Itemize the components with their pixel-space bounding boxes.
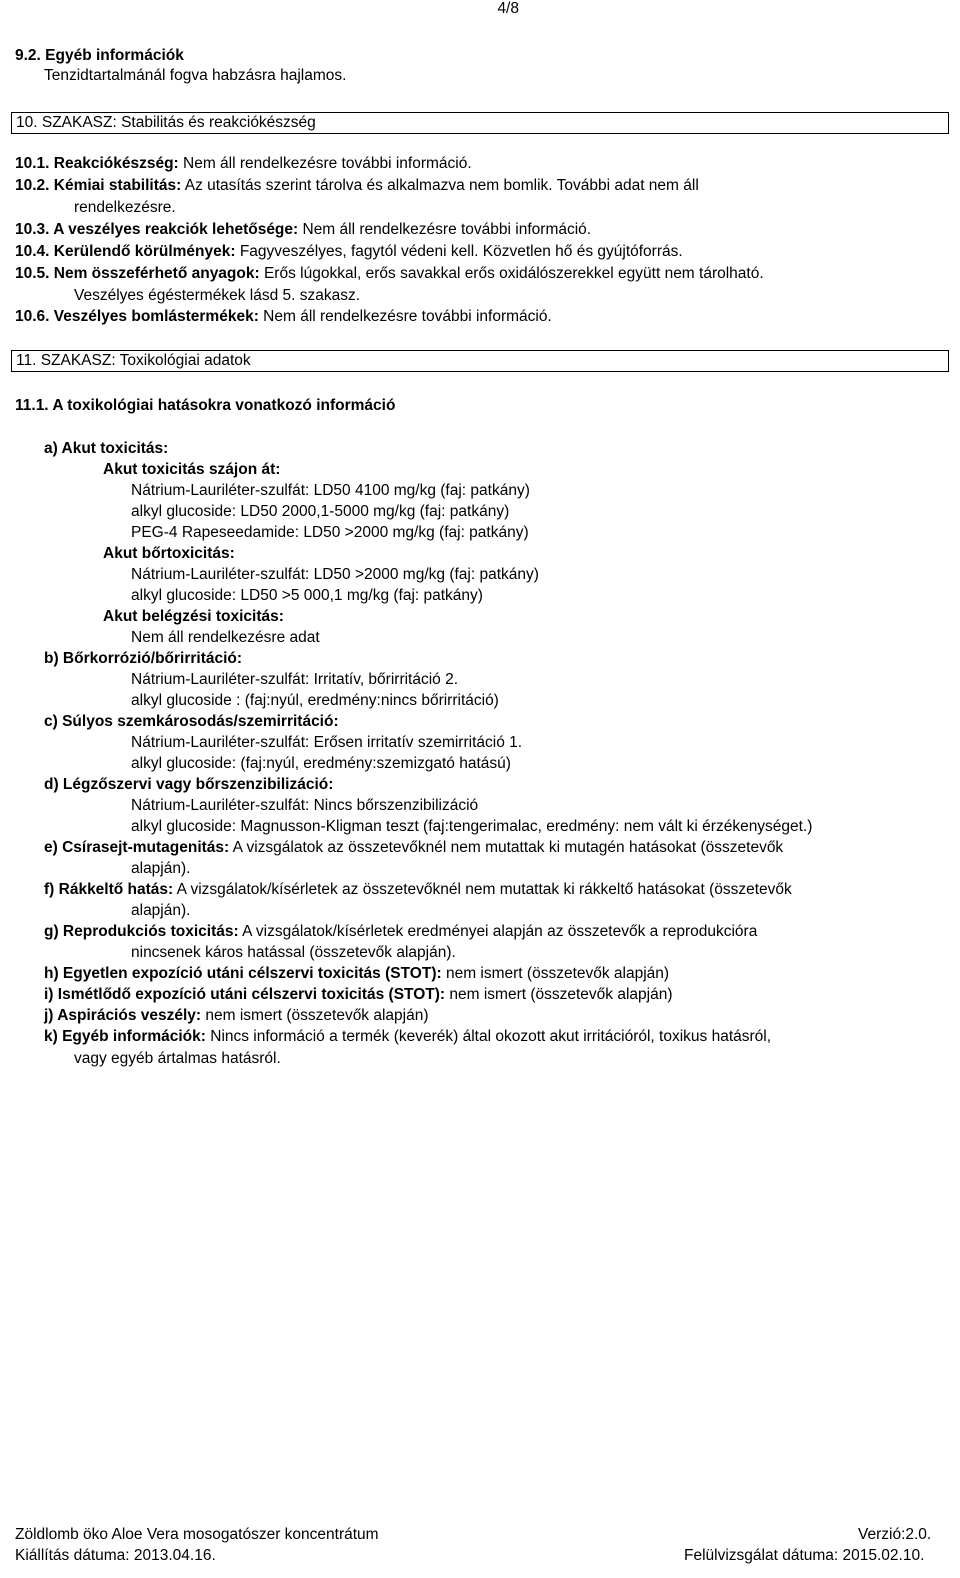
item-10-4-label: 10.4. Kerülendő körülmények: bbox=[15, 243, 236, 260]
item-10-2-text: Az utasítás szerint tárolva és alkalmazva nem bomlik. További adat nem áll bbox=[181, 177, 699, 194]
item-10-5-label: 10.5. Nem összeférhető anyagok: bbox=[15, 265, 260, 282]
section-11-header-box bbox=[11, 350, 949, 372]
b-item: Nátrium-Lauriléter-szulfát: Irritatív, bőrirritáció 2. bbox=[131, 671, 459, 688]
d-item: alkyl glucoside: Magnusson-Kligman teszt (faj:tengerimalac, eredmény: nem vált ki érzékenységet.) bbox=[131, 818, 813, 835]
footer-review-date: Felülvizsgálat dátuma: 2015.02.10. bbox=[684, 1547, 925, 1564]
d-label: d) Légzőszervi vagy bőrszenzibilizáció: bbox=[44, 776, 334, 793]
a1-item: Nátrium-Lauriléter-szulfát: LD50 4100 mg/kg (faj: patkány) bbox=[131, 482, 530, 499]
g-item bbox=[44, 923, 757, 941]
f-label: f) Rákkeltő hatás: bbox=[44, 881, 174, 898]
i-text: nem ismert (összetevők alapján) bbox=[445, 986, 673, 1003]
i-label: i) Ismétlődő expozíció utáni célszervi toxicitás (STOT): bbox=[44, 986, 446, 1003]
a1-item: alkyl glucoside: LD50 2000,1-5000 mg/kg (faj: patkány) bbox=[131, 503, 510, 520]
e-text: A vizsgálatok az összetevőknél nem mutattak ki mutagén hatásokat (összetevők bbox=[229, 839, 784, 856]
a2-label: Akut bőrtoxicitás: bbox=[103, 545, 235, 562]
item-10-6-label: 10.6. Veszélyes bomlástermékek: bbox=[15, 308, 259, 325]
item-10-1-text: Nem áll rendelkezésre további információ. bbox=[178, 155, 472, 172]
section-10-title: 10. SZAKASZ: Stabilitás és reakciókészség bbox=[16, 114, 316, 131]
item-10-3-label: 10.3. A veszélyes reakciók lehetősége: bbox=[15, 221, 299, 238]
b-label: b) Bőrkorrózió/bőrirritáció: bbox=[44, 650, 243, 667]
c-item: alkyl glucoside: (faj:nyúl, eredmény:szemizgató hatású) bbox=[131, 755, 511, 772]
f-text: A vizsgálatok/kísérletek az összetevőknél nem mutattak ki rákkeltő hatásokat (összetevők bbox=[173, 881, 792, 898]
section-10-header-box bbox=[11, 112, 949, 134]
page-number: 4/8 bbox=[497, 0, 519, 17]
e-item bbox=[44, 839, 783, 857]
item-10-6-text: Nem áll rendelkezésre további információ. bbox=[258, 308, 552, 325]
g-cont: nincsenek káros hatással (összetevők alapján). bbox=[131, 944, 456, 961]
footer-issue-date: Kiállítás dátuma: 2013.04.16. bbox=[15, 1547, 216, 1564]
footer-version: Verzió:2.0. bbox=[858, 1526, 932, 1543]
h-text: nem ismert (összetevők alapján) bbox=[441, 965, 670, 982]
i-item bbox=[44, 986, 673, 1004]
item-10-1-label: 10.1. Reakciókészség: bbox=[15, 155, 179, 172]
a1-item: PEG-4 Rapeseedamide: LD50 >2000 mg/kg (faj: patkány) bbox=[131, 524, 529, 541]
c-label: c) Súlyos szemkárosodás/szemirritáció: bbox=[44, 713, 339, 730]
g-label: g) Reprodukciós toxicitás: bbox=[44, 923, 239, 940]
a-label: a) Akut toxicitás: bbox=[44, 440, 169, 457]
f-cont: alapján). bbox=[131, 902, 191, 919]
e-cont: alapján). bbox=[131, 860, 191, 877]
a2-item: alkyl glucoside: LD50 >5 000,1 mg/kg (faj: patkány) bbox=[131, 587, 483, 604]
item-10-1 bbox=[15, 155, 472, 173]
j-text: nem ismert (összetevők alapján) bbox=[201, 1007, 429, 1024]
section-11-title: 11. SZAKASZ: Toxikológiai adatok bbox=[16, 352, 251, 369]
item-10-2 bbox=[15, 177, 699, 195]
a3-label: Akut belégzési toxicitás: bbox=[103, 608, 284, 625]
section-9-2-heading: 9.2. Egyéb információk bbox=[15, 47, 184, 64]
k-item bbox=[44, 1028, 771, 1046]
d-item: Nátrium-Lauriléter-szulfát: Nincs bőrszenzibilizáció bbox=[131, 797, 479, 814]
item-10-2-cont: rendelkezésre. bbox=[74, 199, 176, 216]
item-10-5-cont: Veszélyes égéstermékek lásd 5. szakasz. bbox=[74, 287, 361, 304]
item-10-5-text: Erős lúgokkal, erős savakkal erős oxidálószerekkel együtt nem tárolható. bbox=[259, 265, 764, 282]
item-10-3-text: Nem áll rendelkezésre további információ. bbox=[298, 221, 592, 238]
g-text: A vizsgálatok/kísérletek eredményei alapján az összetevők a reprodukcióra bbox=[238, 923, 758, 940]
section-9-2-text: Tenzidtartalmánál fogva habzásra hajlamos. bbox=[44, 67, 347, 84]
k-cont: vagy egyéb ártalmas hatásról. bbox=[74, 1050, 281, 1067]
footer-product: Zöldlomb öko Aloe Vera mosogatószer koncentrátum bbox=[15, 1526, 379, 1543]
a3-item: Nem áll rendelkezésre adat bbox=[131, 629, 320, 646]
f-item bbox=[44, 881, 792, 899]
a1-label: Akut toxicitás szájon át: bbox=[103, 461, 281, 478]
e-label: e) Csírasejt-mutagenitás: bbox=[44, 839, 230, 856]
h-label: h) Egyetlen expozíció utáni célszervi toxicitás (STOT): bbox=[44, 965, 442, 982]
section-11-1-heading: 11.1. A toxikológiai hatásokra vonatkozó információ bbox=[15, 397, 396, 414]
h-item bbox=[44, 965, 669, 983]
k-label: k) Egyéb információk: bbox=[44, 1028, 206, 1045]
a2-item: Nátrium-Lauriléter-szulfát: LD50 >2000 mg/kg (faj: patkány) bbox=[131, 566, 539, 583]
item-10-6 bbox=[15, 308, 552, 326]
j-label: j) Aspirációs veszély: bbox=[44, 1007, 202, 1024]
item-10-5 bbox=[15, 265, 764, 283]
item-10-4-text: Fagyveszélyes, fagytól védeni kell. Közvetlen hő és gyújtóforrás. bbox=[235, 243, 683, 260]
k-text: Nincs információ a termék (keverék) által okozott akut irritációról, toxikus hatásról, bbox=[205, 1028, 772, 1045]
b-item: alkyl glucoside : (faj:nyúl, eredmény:nincs bőrirritáció) bbox=[131, 692, 499, 709]
item-10-2-label: 10.2. Kémiai stabilitás: bbox=[15, 177, 182, 194]
c-item: Nátrium-Lauriléter-szulfát: Erősen irritatív szemirritáció 1. bbox=[131, 734, 523, 751]
j-item bbox=[44, 1007, 429, 1025]
item-10-3 bbox=[15, 221, 591, 239]
item-10-4 bbox=[15, 243, 683, 261]
